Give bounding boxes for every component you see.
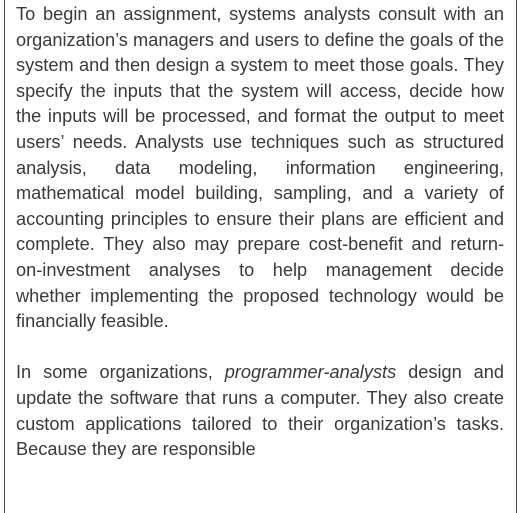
paragraph-2-rest: design and update the software that runs a computer. They also create custom applications tailored to their organization’s tasks. Because they are responsible	[16, 362, 504, 460]
paragraph-2-lead: In some organizations,	[16, 362, 225, 383]
document-body	[16, 2, 504, 463]
paragraph-2	[16, 360, 504, 462]
emphasized-term: programmer-analysts	[224, 362, 397, 383]
paragraph-1: To begin an assignment, systems analysts consult with an organization’s managers and users to define the goals of the system and then design a system to meet those goals. They specify the inputs that the system will access, decide how the inputs will be processed, and format the output to meet users’ needs. Analysts use techniques such as structured analysis, data modeling, information engineering, mathematical model building, sampling, and a variety of accounting principles to ensure their plans are efficient and complete. They also may prepare cost-benefit and return-on-investment analyses to help management decide whether implementing the proposed technology would be financially feasible.	[16, 4, 504, 332]
